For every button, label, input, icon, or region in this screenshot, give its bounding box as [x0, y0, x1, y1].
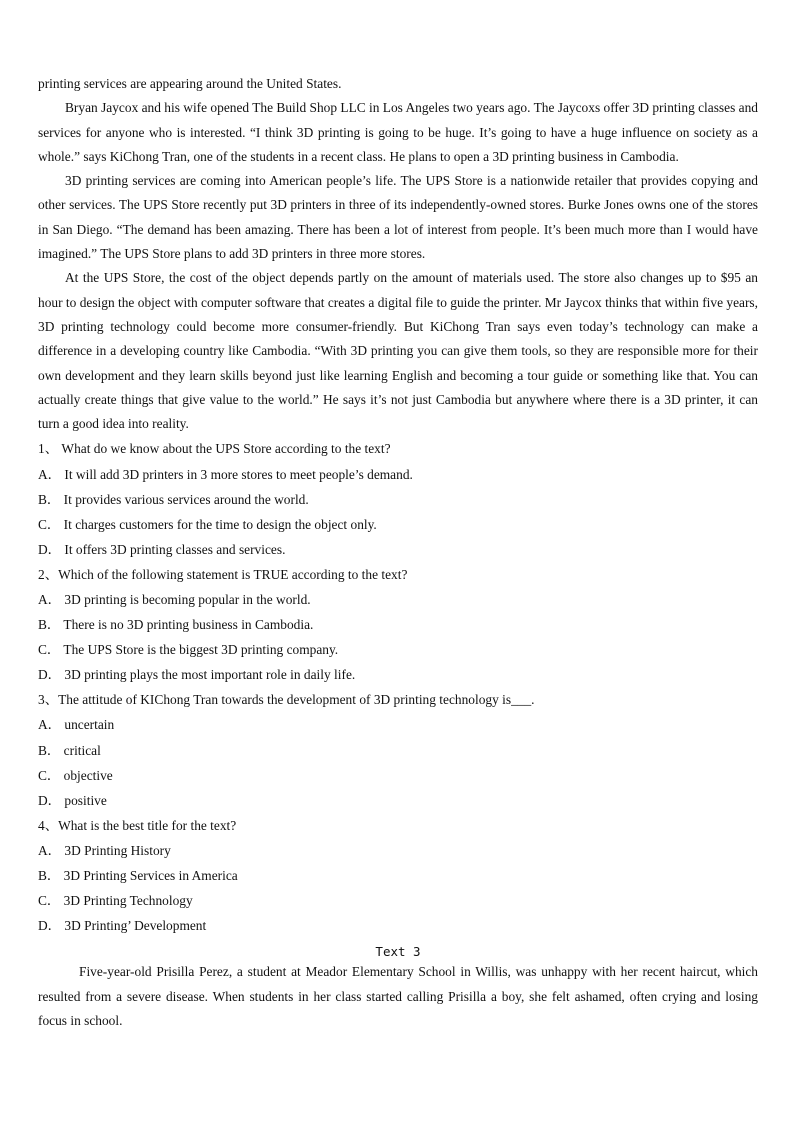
answer-option[interactable]: D． It offers 3D printing classes and services. — [38, 541, 286, 557]
passage-paragraph: printing services are appearing around the United States. — [38, 76, 342, 91]
passage-paragraph: Five-year-old Prisilla Perez, a student at Meador Elementary School in Willis, was unhappy with her recent haircut, which resulted from a severe disease. When students in her class started calling Prisilla a boy, she felt ashamed, often crying and losing focus in school. — [38, 964, 758, 1028]
question-3 — [38, 687, 758, 812]
question-stem: 2、Which of the following statement is TRUE according to the text? — [38, 566, 408, 582]
answer-option[interactable]: B． There is no 3D printing business in Cambodia. — [38, 617, 314, 633]
passage-paragraph: Bryan Jaycox and his wife opened The Build Shop LLC in Los Angeles two years ago. The Jaycoxs offer 3D printing classes and services for anyone who is interested. “I think 3D printing is going to be huge. It’s going to have a huge influence on society as a whole.” says KiChong Tran, one of the students in a recent class. He plans to open a 3D printing business in Cambodia. — [38, 100, 758, 164]
question-stem: 3、The attitude of KIChong Tran towards the development of 3D printing technology is___. — [38, 692, 535, 708]
passage-paragraph: At the UPS Store, the cost of the object depends partly on the amount of materials used. The store also changes up to $95 an hour to design the object with computer software that creates a digital file to guide the printer. Mr Jaycox thinks that within five years, 3D printing technology could become more consumer-friendly. But KiChong Tran says even today’s technology can make a difference in a developing country like Cambodia. “With 3D printing you can give them tools, so they are responsible more for their own development and they learn skills beyond just like learning English and becoming a tour guide or something like that. You can actually create things that give value to the world.” He says it’s not just Cambodia but anywhere where there is a 3D printer, it can turn a good idea into reality. — [38, 270, 758, 432]
question-stem: 1、 What do we know about the UPS Store according to the text? — [38, 441, 391, 457]
question-2 — [38, 562, 758, 687]
text3-section — [38, 944, 758, 1033]
answer-option[interactable]: D． 3D Printing’ Development — [38, 918, 207, 934]
answer-option[interactable]: C． It charges customers for the time to design the object only. — [38, 516, 377, 532]
answer-option[interactable]: B． It provides various services around the world. — [38, 491, 309, 507]
question-stem: 4、What is the best title for the text? — [38, 817, 237, 833]
passage-paragraph: 3D printing services are coming into American people’s life. The UPS Store is a nationwide retailer that provides copying and other services. The UPS Store recently put 3D printers in three of its independently-owned stores. Burke Jones owns one of the stores in San Diego. “The demand has been amazing. There has been a lot of interest from people. It’s been much more than I would have imagined.” The UPS Store plans to add 3D printers in three more stores. — [38, 173, 758, 262]
section-heading: Text 3 — [375, 944, 421, 960]
answer-option[interactable]: A． uncertain — [38, 717, 115, 733]
question-4 — [38, 813, 758, 938]
answer-option[interactable]: B． critical — [38, 742, 101, 758]
answer-option[interactable]: A． 3D printing is becoming popular in the world. — [38, 592, 311, 608]
answer-option[interactable]: D． positive — [38, 792, 107, 808]
passage — [38, 72, 758, 436]
answer-option[interactable]: C． objective — [38, 767, 113, 783]
answer-option[interactable]: A． 3D Printing History — [38, 842, 171, 858]
answer-option[interactable]: D． 3D printing plays the most important role in daily life. — [38, 667, 356, 683]
answer-option[interactable]: A． It will add 3D printers in 3 more stores to meet people’s demand. — [38, 466, 413, 482]
question-1 — [38, 436, 758, 561]
document-page — [38, 72, 758, 1033]
answer-option[interactable]: C． The UPS Store is the biggest 3D printing company. — [38, 642, 339, 658]
answer-option[interactable]: B． 3D Printing Services in America — [38, 868, 238, 884]
answer-option[interactable]: C． 3D Printing Technology — [38, 893, 193, 909]
question-list — [38, 436, 758, 938]
